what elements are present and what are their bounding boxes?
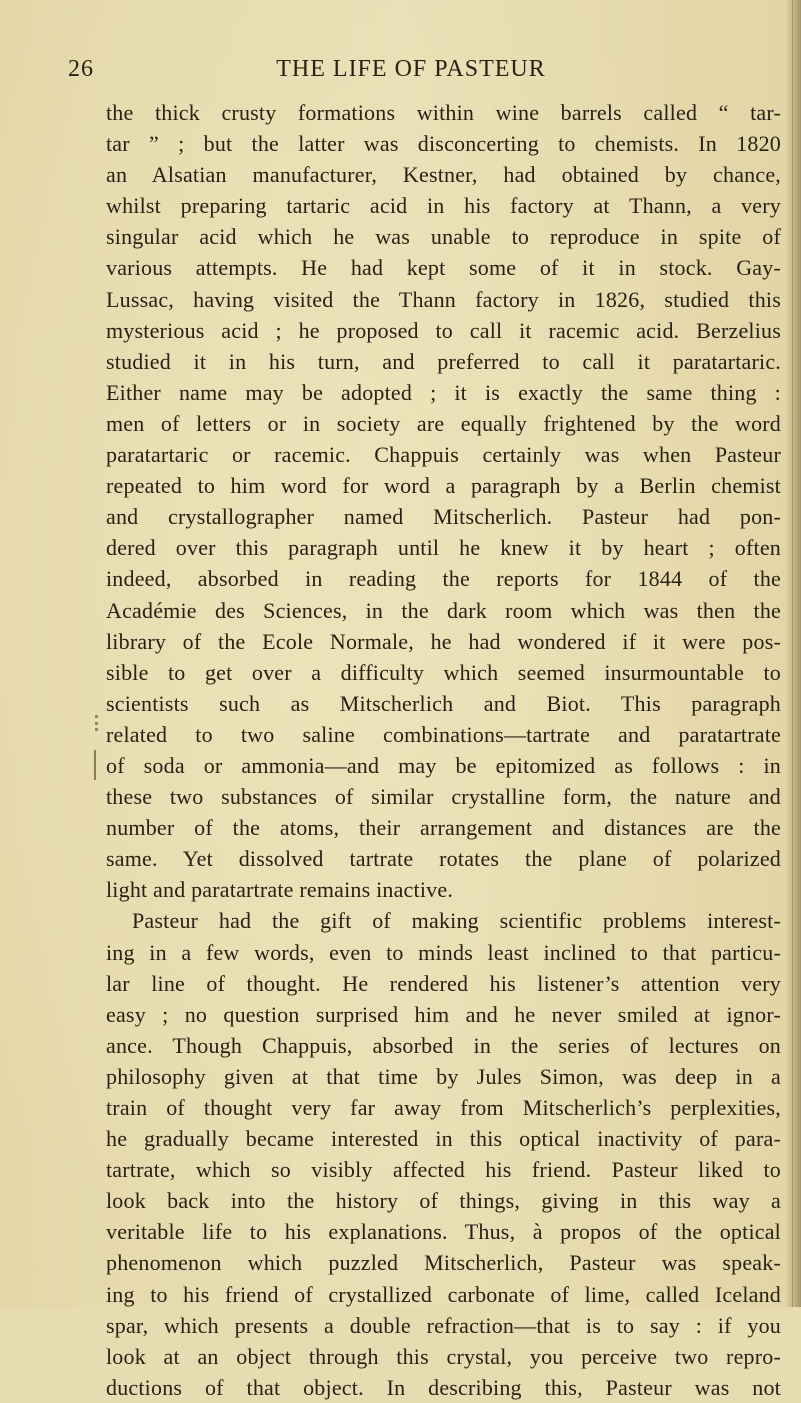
text-line: look back into the history of things, giving in this way a	[106, 1188, 781, 1214]
text-line: the thick crusty formations within wine barrels called “ tar-	[106, 100, 781, 125]
text-line: Either name may be adopted ; it is exactly the same thing :	[106, 379, 781, 405]
text-line: same. Yet dissolved tartrate rotates the plane of polarized	[106, 846, 781, 872]
text-line: library of the Ecole Normale, he had wondered if it were pos-	[106, 628, 781, 654]
text-line: singular acid which he was unable to reproduce in spite of	[106, 224, 781, 250]
text-line: related to two saline combinations—tartrate and paratartrate	[106, 721, 781, 747]
text-line: Lussac, having visited the Thann factory in 1826, studied this	[106, 286, 781, 312]
text-line: men of letters or in society are equally frightened by the word	[106, 410, 781, 436]
text-line: ductions of that object. In describing this, Pasteur was not	[106, 1374, 781, 1400]
text-line: he gradually became interested in this optical inactivity of para-	[106, 1126, 781, 1152]
text-line: phenomenon which puzzled Mitscherlich, Pasteur was speak-	[106, 1250, 781, 1276]
text-line: repeated to him word for word a paragraph by a Berlin chemist	[106, 473, 781, 499]
text-line: number of the atoms, their arrangement and distances are the	[106, 815, 781, 841]
text-line: ance. Though Chappuis, absorbed in the series of lectures on	[106, 1032, 781, 1058]
body-text	[106, 97, 781, 1403]
running-title: THE LIFE OF PASTEUR	[276, 56, 546, 82]
text-line: Académie des Sciences, in the dark room which was then the	[106, 597, 781, 623]
text-line: easy ; no question surprised him and he never smiled at ignor-	[106, 1001, 781, 1027]
text-line: these two substances of similar crystalline form, the nature and	[106, 784, 781, 810]
text-line: spar, which presents a double refraction—that is to say : if you	[106, 1312, 781, 1338]
text-line: indeed, absorbed in reading the reports for 1844 of the	[106, 566, 781, 592]
text-line: whilst preparing tartaric acid in his factory at Thann, a very	[106, 193, 781, 219]
text-line: and crystallographer named Mitscherlich. Pasteur had pon-	[106, 504, 781, 530]
text-line: paratartaric or racemic. Chappuis certainly was when Pasteur	[106, 442, 781, 468]
text-line: veritable life to his explanations. Thus, à propos of the optical	[106, 1219, 781, 1245]
running-head	[68, 56, 754, 92]
text-line: dered over this paragraph until he knew it by heart ; often	[106, 535, 781, 561]
text-line-paragraph-start: Pasteur had the gift of making scientific problems interest-	[132, 908, 781, 934]
text-line: philosophy given at that time by Jules Simon, was deep in a	[106, 1063, 781, 1089]
page-number: 26	[68, 56, 94, 82]
text-line: ing in a few words, even to minds least inclined to that particu-	[106, 939, 781, 965]
text-line: sible to get over a difficulty which seemed insurmountable to	[106, 659, 781, 685]
text-line: lar line of thought. He rendered his listener’s attention very	[106, 970, 781, 996]
page-edge-line	[792, 0, 793, 1307]
text-line: an Alsatian manufacturer, Kestner, had obtained by chance,	[106, 162, 781, 188]
text-line: mysterious acid ; he proposed to call it racemic acid. Berzelius	[106, 317, 781, 343]
text-line: tartrate, which so visibly affected his friend. Pasteur liked to	[106, 1157, 781, 1183]
text-line: studied it in his turn, and preferred to call it paratartaric.	[106, 348, 781, 374]
text-line: various attempts. He had kept some of it in stock. Gay-	[106, 255, 781, 281]
text-line: scientists such as Mitscherlich and Biot. This paragraph	[106, 690, 781, 716]
text-line: tar ” ; but the latter was disconcerting to chemists. In 1820	[106, 131, 781, 157]
text-line: ing to his friend of crystallized carbonate of lime, called Iceland	[106, 1281, 781, 1307]
text-line: light and paratartrate remains inactive.	[106, 877, 454, 903]
page-edge-shadow	[785, 0, 801, 1307]
text-line: look at an object through this crystal, you perceive two repro-	[106, 1343, 781, 1369]
margin-pencil-mark-top	[95, 715, 104, 731]
margin-pencil-mark	[94, 750, 100, 780]
text-line: train of thought very far away from Mitscherlich’s perplexities,	[106, 1095, 781, 1120]
text-line: of soda or ammonia—and may be epitomized as follows : in	[106, 752, 781, 778]
